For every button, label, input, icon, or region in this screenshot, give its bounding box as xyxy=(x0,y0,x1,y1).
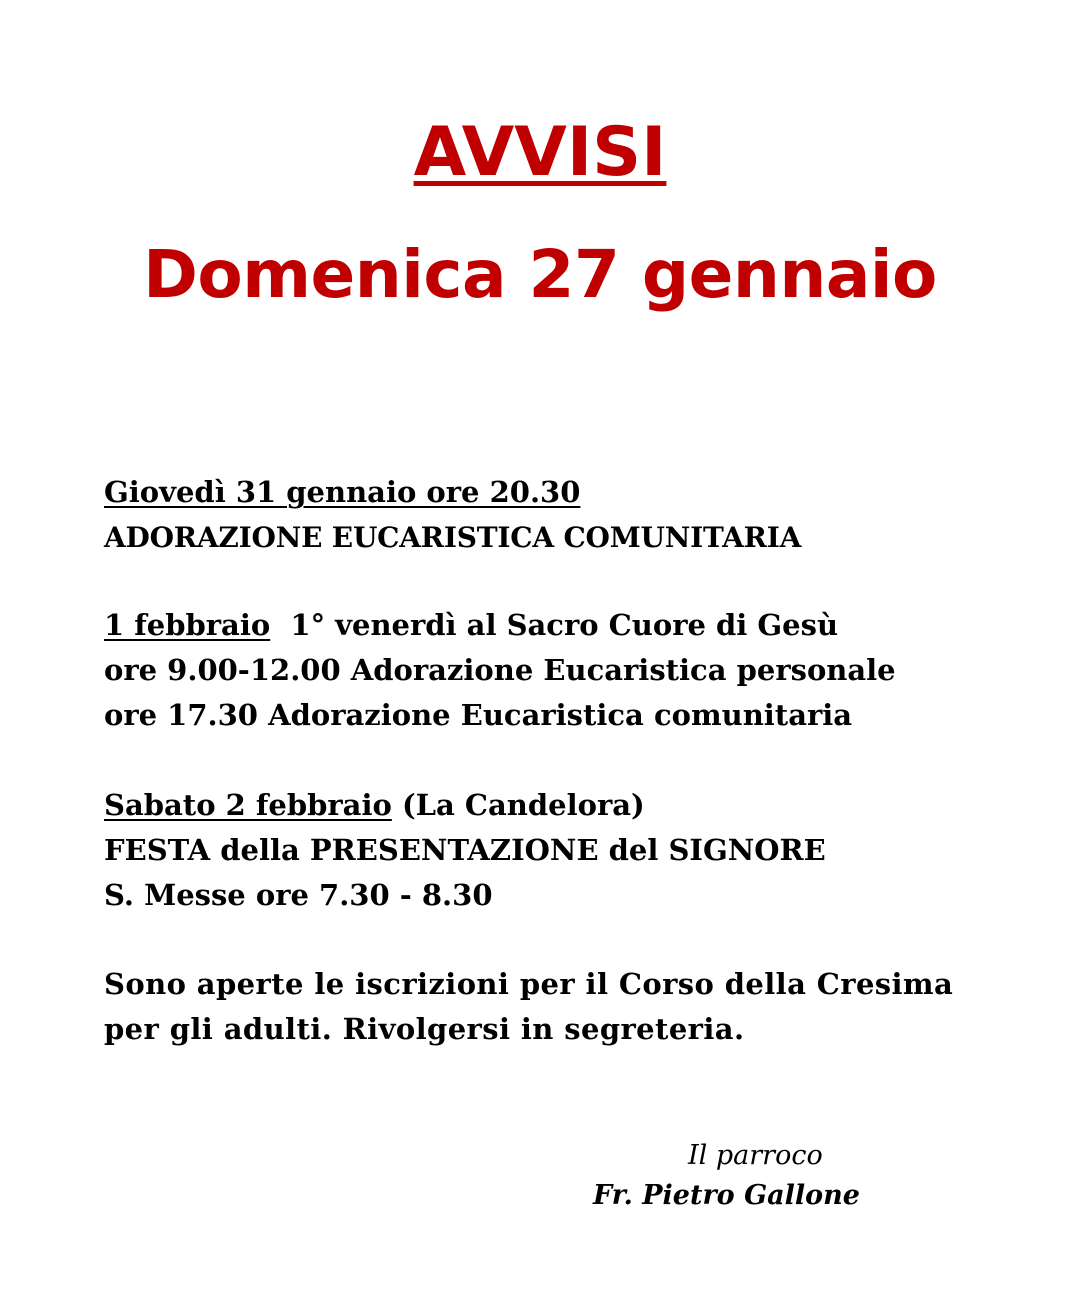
signature-role: Il parroco xyxy=(688,1140,823,1171)
notice-primo-venerdi xyxy=(104,603,1004,738)
notice-line: Sono aperte le iscrizioni per il Corso della Cresima xyxy=(104,967,954,1001)
notice-candelora xyxy=(104,783,1004,918)
notice-line: per gli adulti. Rivolgersi in segreteria. xyxy=(104,1012,745,1046)
page-title xyxy=(0,108,1080,198)
notice-line: FESTA della PRESENTAZIONE del SIGNORE xyxy=(104,833,826,867)
notice-heading xyxy=(104,783,1004,828)
notice-date-suffix: (La Candelora) xyxy=(401,788,645,822)
notice-line: ore 9.00-12.00 Adorazione Eucaristica personale xyxy=(104,653,896,687)
notice-date: Giovedì 31 gennaio ore 20.30 xyxy=(104,475,581,509)
notice-date: Sabato 2 febbraio xyxy=(104,788,392,822)
notice-adorazione-giovedi xyxy=(104,470,1004,560)
notice-cresima xyxy=(104,962,1004,1052)
notice-date: 1 febbraio xyxy=(104,608,271,642)
title-text: AVVISI xyxy=(413,113,667,192)
notice-line: S. Messe ore 7.30 - 8.30 xyxy=(104,878,493,912)
notice-heading xyxy=(104,603,1004,648)
notice-line: ore 17.30 Adorazione Eucaristica comunitaria xyxy=(104,698,853,732)
page-subtitle: Domenica 27 gennaio xyxy=(143,236,937,313)
notice-line: ADORAZIONE EUCARISTICA COMUNITARIA xyxy=(104,521,802,554)
notice-date-suffix: 1° venerdì al Sacro Cuore di Gesù xyxy=(290,608,839,642)
signature-name: Fr. Pietro Gallone xyxy=(593,1180,860,1211)
